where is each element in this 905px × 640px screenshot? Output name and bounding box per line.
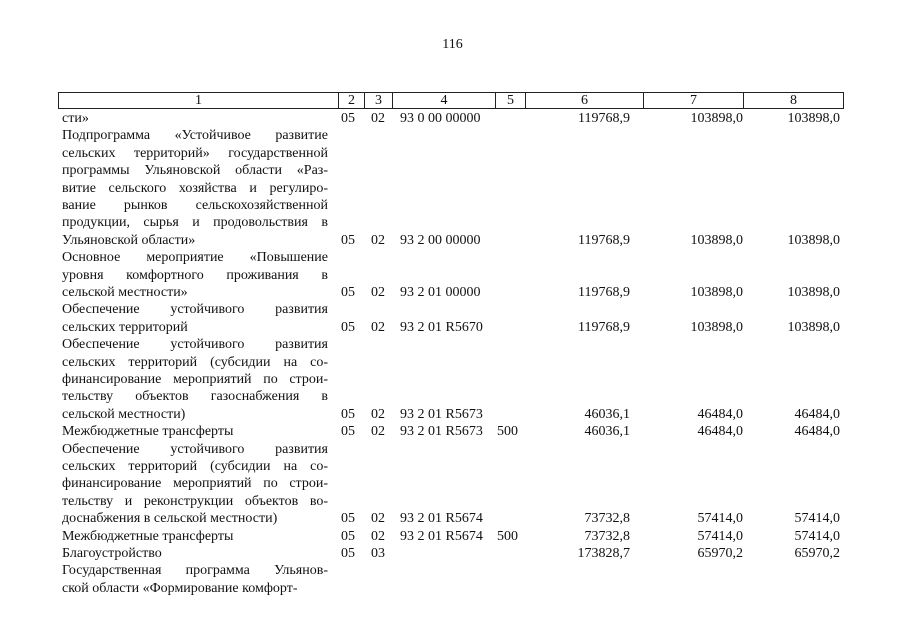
row-name-line: Благоустройство <box>62 546 162 561</box>
cell-col-2: 05 <box>341 232 355 248</box>
cell-col-3: 02 <box>371 424 385 440</box>
row-name <box>62 336 328 423</box>
row-name <box>62 127 328 249</box>
cell-col-8: 65970,2 <box>794 545 840 561</box>
cell-col-7: 103898,0 <box>690 319 743 335</box>
row-name-line: Обеспечение устойчивого развития <box>62 302 328 318</box>
cell-col-6: 119768,9 <box>578 319 630 335</box>
cell-col-7: 46484,0 <box>697 406 743 422</box>
row-name <box>62 562 328 597</box>
cell-col-7: 103898,0 <box>690 232 743 248</box>
cell-col-8: 103898,0 <box>787 232 840 248</box>
cell-col-4: 93 2 01 R5674 <box>400 511 483 527</box>
cell-col-2: 05 <box>341 406 355 422</box>
cell-col-8: 103898,0 <box>787 110 840 126</box>
row-name-line: финансирование мероприятий по строи- <box>62 476 328 492</box>
cell-col-4: 93 2 01 R5670 <box>400 319 483 335</box>
cell-col-7: 46484,0 <box>697 424 743 440</box>
header-cell-1: 1 <box>195 93 202 108</box>
table-row <box>0 545 905 562</box>
cell-col-4: 93 2 01 00000 <box>400 284 481 300</box>
header-cell-7: 7 <box>643 93 743 108</box>
row-name <box>62 249 328 301</box>
cell-col-8: 57414,0 <box>794 511 840 527</box>
row-name-line: Государственная программа Ульянов- <box>62 563 328 579</box>
cell-col-4: 93 2 01 R5673 <box>400 406 483 422</box>
header-cell-3: 3 <box>364 93 392 108</box>
cell-col-5: 500 <box>497 424 518 440</box>
row-name-line: продукции, сырья и продовольствия в <box>62 215 328 231</box>
row-name-line: сельских территорий (субсидии на со- <box>62 354 328 370</box>
row-name-line: Обеспечение устойчивого развития <box>62 337 328 353</box>
header-cell-5: 5 <box>495 93 525 108</box>
row-name <box>62 423 328 440</box>
header-cell-2: 2 <box>338 93 364 108</box>
cell-col-4: 93 2 01 R5674 <box>400 528 483 544</box>
row-name <box>62 301 328 336</box>
cell-col-6: 73732,8 <box>584 528 630 544</box>
table-row <box>0 528 905 545</box>
cell-col-3: 02 <box>371 511 385 527</box>
cell-col-2: 05 <box>341 528 355 544</box>
row-name-line: сельских территорий <box>62 319 188 335</box>
row-name-line: Основное мероприятие «Повышение <box>62 250 328 266</box>
row-name-line: тельству и реконструкции объектов во- <box>62 493 328 509</box>
table-row <box>0 127 905 249</box>
row-name-line: витие сельского хозяйства и регулиро- <box>62 180 328 196</box>
cell-col-3: 03 <box>371 545 385 561</box>
table-row <box>0 249 905 301</box>
header-cell-6: 6 <box>525 93 643 108</box>
cell-col-8: 57414,0 <box>794 528 840 544</box>
row-name-line: Ульяновской области» <box>62 232 196 248</box>
cell-col-6: 119768,9 <box>578 232 630 248</box>
table-row <box>0 110 905 127</box>
cell-col-2: 05 <box>341 110 355 126</box>
row-name <box>62 545 328 562</box>
cell-col-8: 103898,0 <box>787 284 840 300</box>
row-name-line: тельству объектов газоснабжения в <box>62 389 328 405</box>
cell-col-5: 500 <box>497 528 518 544</box>
cell-col-7: 57414,0 <box>697 528 743 544</box>
row-name-line: сти» <box>62 111 89 126</box>
cell-col-3: 02 <box>371 284 385 300</box>
cell-col-3: 02 <box>371 110 385 126</box>
cell-col-4: 93 2 00 00000 <box>400 232 481 248</box>
table-row <box>0 301 905 336</box>
row-name-line: Подпрограмма «Устойчивое развитие <box>62 128 328 144</box>
page-number: 116 <box>442 37 463 52</box>
row-name-line: финансирование мероприятий по строи- <box>62 372 328 387</box>
header-cell-8: 8 <box>743 93 843 108</box>
cell-col-8: 46484,0 <box>794 406 840 422</box>
row-name-line: Межбюджетные трансферты <box>62 424 234 440</box>
row-name <box>62 528 328 545</box>
row-name-line: вание рынков сельскохозяйственной <box>62 198 328 214</box>
cell-col-8: 103898,0 <box>787 319 840 335</box>
row-name <box>62 110 328 127</box>
row-name-line: сельской местности» <box>62 285 188 300</box>
cell-col-6: 46036,1 <box>584 424 630 440</box>
table-row <box>0 441 905 528</box>
cell-col-2: 05 <box>341 284 355 300</box>
cell-col-6: 119768,9 <box>578 284 630 300</box>
cell-col-4: 93 0 00 00000 <box>400 110 481 126</box>
cell-col-3: 02 <box>371 319 385 335</box>
row-name-line: доснабжения в сельской местности) <box>62 511 278 527</box>
cell-col-2: 05 <box>341 319 355 335</box>
cell-col-2: 05 <box>341 424 355 440</box>
cell-col-2: 05 <box>341 511 355 527</box>
row-name-line: сельских территорий (субсидии на со- <box>62 459 328 474</box>
cell-col-3: 02 <box>371 528 385 544</box>
row-name-line: сельской местности) <box>62 406 186 422</box>
cell-col-3: 02 <box>371 232 385 248</box>
table-row <box>0 562 905 597</box>
cell-col-6: 73732,8 <box>584 511 630 527</box>
row-name-line: сельских территорий» государственной <box>62 145 328 161</box>
table-row <box>0 336 905 423</box>
row-name-line: программы Ульяновской области «Раз- <box>62 163 328 179</box>
row-name-line: Межбюджетные трансферты <box>62 528 234 544</box>
row-name-line: уровня комфортного проживания в <box>62 267 328 283</box>
cell-col-7: 57414,0 <box>697 511 743 527</box>
cell-col-7: 103898,0 <box>690 284 743 300</box>
table-row <box>0 423 905 440</box>
row-name-line: ской области «Формирование комфорт- <box>62 580 298 596</box>
row-name <box>62 441 328 528</box>
cell-col-6: 46036,1 <box>584 406 630 422</box>
cell-col-7: 103898,0 <box>690 110 743 126</box>
cell-col-8: 46484,0 <box>794 424 840 440</box>
cell-col-3: 02 <box>371 406 385 422</box>
header-cell-4: 4 <box>392 93 495 108</box>
cell-col-6: 119768,9 <box>578 110 630 126</box>
row-name-line: Обеспечение устойчивого развития <box>62 441 328 457</box>
cell-col-6: 173828,7 <box>577 545 630 561</box>
cell-col-7: 65970,2 <box>697 545 743 561</box>
cell-col-2: 05 <box>341 545 355 561</box>
cell-col-4: 93 2 01 R5673 <box>400 424 483 440</box>
